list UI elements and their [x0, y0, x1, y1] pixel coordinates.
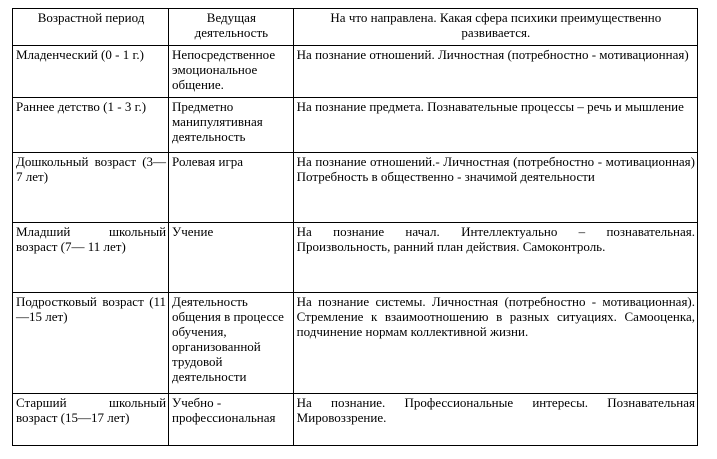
cell-activity: Предметно манипулятивная деятельность — [169, 98, 294, 153]
table-row — [13, 46, 698, 98]
cell-activity: Ролевая игра — [169, 153, 294, 223]
cell-focus: На познание. Профессиональные интересы. Познавательная Мировоззрение. — [293, 394, 697, 446]
cell-activity: Учебно - профессиональная — [169, 394, 294, 446]
cell-activity: Непосредственное эмоциональное общение. — [169, 46, 294, 98]
cell-focus: На познание отношений. Личностная (потребностно - мотивационная) — [293, 46, 697, 98]
cell-period: Дошкольный возраст (3—7 лет) — [13, 153, 169, 223]
table-row — [13, 394, 698, 446]
cell-focus: На познание предмета. Познавательные процессы – речь и мышление — [293, 98, 697, 153]
cell-period: Подростковый возраст (11—15 лет) — [13, 293, 169, 394]
cell-focus: На познание начал. Интеллектуально – познавательная. Произвольность, ранний план действия. Самоконтроль. — [293, 223, 697, 293]
table-row — [13, 153, 698, 223]
cell-period: Младенческий (0 - 1 г.) — [13, 46, 169, 98]
age-periods-table — [12, 8, 698, 446]
header-focus: На что направлена. Какая сфера психики преимущественно развивается. — [293, 9, 697, 46]
cell-activity: Деятельность общения в процессе обучения, организованной трудовой деятельности — [169, 293, 294, 394]
cell-period: Младший школьный возраст (7— 11 лет) — [13, 223, 169, 293]
table-row — [13, 223, 698, 293]
table-header-row — [13, 9, 698, 46]
cell-activity: Учение — [169, 223, 294, 293]
cell-focus: На познание отношений.- Личностная (потребностно - мотивационная) Потребность в общественно - значимой деятельности — [293, 153, 697, 223]
header-period: Возрастной период — [13, 9, 169, 46]
table-row — [13, 293, 698, 394]
cell-period: Старший школьный возраст (15—17 лет) — [13, 394, 169, 446]
cell-focus: На познание системы. Личностная (потребностно - мотивационная). Стремление к взаимоотношению в разных ситуациях. Самооценка, подчинение нормам коллективной жизни. — [293, 293, 697, 394]
header-activity: Ведущая деятельность — [169, 9, 294, 46]
cell-period: Раннее детство (1 - 3 г.) — [13, 98, 169, 153]
table-row — [13, 98, 698, 153]
